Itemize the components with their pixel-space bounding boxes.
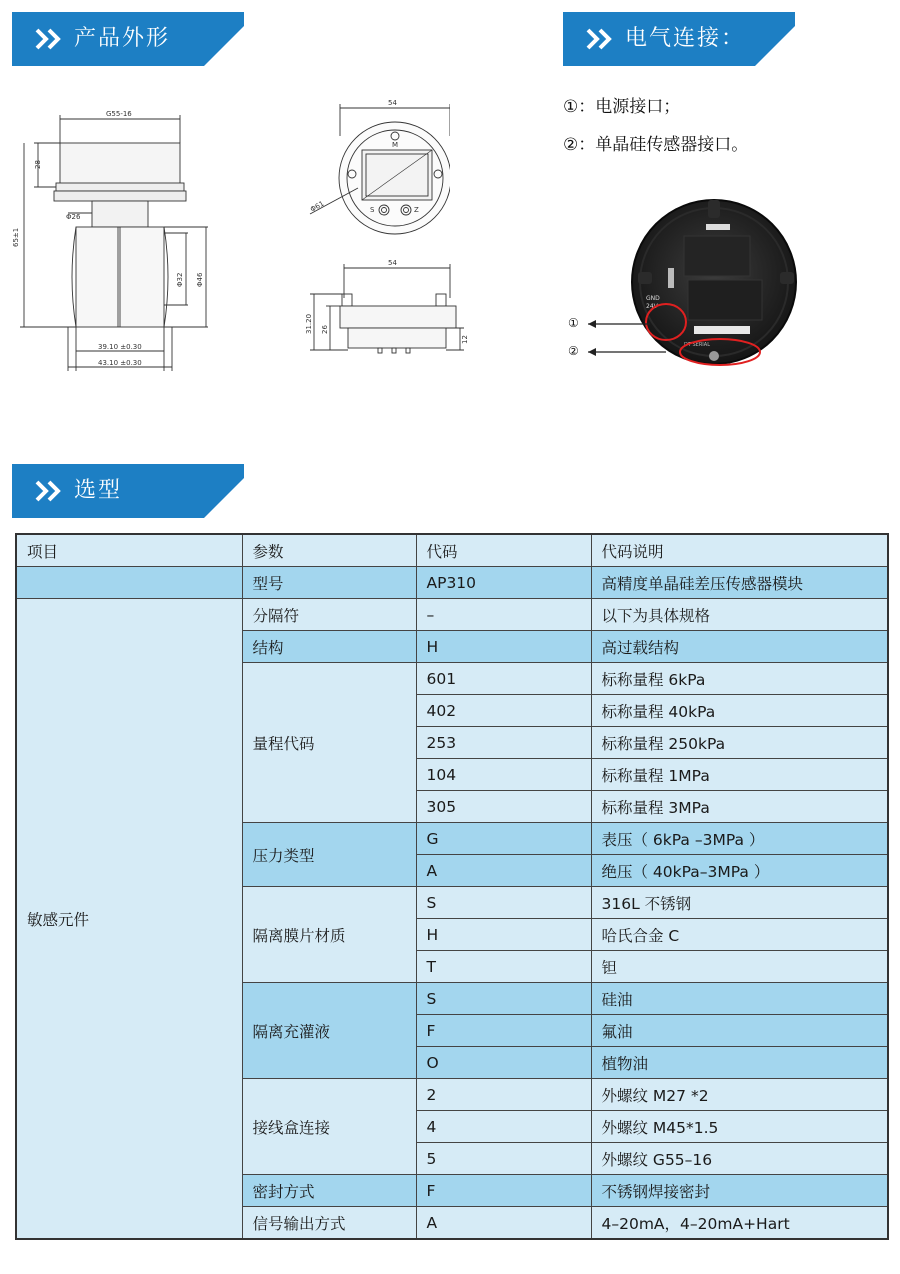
row-desc: 哈氏合金 C [591, 919, 888, 951]
double-chevron-icon [585, 27, 615, 51]
pin-mark-s: S [370, 206, 375, 214]
row-code: S [416, 983, 591, 1015]
row-param: 隔离膜片材质 [242, 887, 416, 983]
row-desc: 外螺纹 M45*1.5 [591, 1111, 888, 1143]
row-desc: 标称量程 250kPa [591, 727, 888, 759]
callout-sensor: ② [568, 344, 579, 358]
pin-mark-z: Z [414, 206, 419, 214]
section-title-selection: 选型 [74, 478, 123, 503]
row-desc: 硅油 [591, 983, 888, 1015]
section-title-electrical: 电气连接： [625, 26, 746, 51]
dim-side-26: 26 [321, 325, 329, 334]
row-desc: 316L 不锈钢 [591, 887, 888, 919]
dim-side-12: 12 [461, 335, 469, 344]
row-desc: 标称量程 3MPa [591, 791, 888, 823]
row-desc: 植物油 [591, 1047, 888, 1079]
drawing-top-view [300, 96, 450, 256]
section-title-shape: 产品外形 [74, 26, 171, 51]
row-code: S [416, 887, 591, 919]
row-code: T [416, 951, 591, 983]
model-param: 型号 [242, 567, 416, 599]
table-header-row [16, 534, 888, 567]
row-param: 隔离充灌液 [242, 983, 416, 1079]
row-code: G [416, 823, 591, 855]
row-desc: 表压（ 6kPa –3MPa ） [591, 823, 888, 855]
row-code: H [416, 631, 591, 663]
double-chevron-icon [34, 27, 64, 51]
row-desc: 不锈钢焊接密封 [591, 1175, 888, 1207]
row-code: 601 [416, 663, 591, 695]
row-code: A [416, 1207, 591, 1240]
row-code: O [416, 1047, 591, 1079]
row-code: 402 [416, 695, 591, 727]
row-param: 量程代码 [242, 663, 416, 823]
dim-side-width: 54 [388, 259, 397, 267]
row-code: H [416, 919, 591, 951]
row-code: 104 [416, 759, 591, 791]
dim-side-31: 31.20 [305, 313, 313, 334]
dim-height: 65±1 [12, 227, 20, 247]
row-desc: 钽 [591, 951, 888, 983]
row-desc: 外螺纹 G55–16 [591, 1143, 888, 1175]
row-desc: 高过载结构 [591, 631, 888, 663]
row-param: 信号输出方式 [242, 1207, 416, 1240]
row-code: 2 [416, 1079, 591, 1111]
dim-28: 28 [34, 160, 42, 169]
dim-dia-61: Φ61 [309, 199, 326, 214]
row-desc: 外螺纹 M27 *2 [591, 1079, 888, 1111]
electrical-item-power: ①：电源接口； [563, 97, 681, 117]
row-code: 305 [416, 791, 591, 823]
row-desc: 绝压（ 40kPa–3MPa ） [591, 855, 888, 887]
table-row [16, 599, 888, 631]
header-desc: 代码说明 [591, 534, 888, 567]
row-desc: 以下为具体规格 [591, 599, 888, 631]
board-label-gnd: GND [646, 295, 660, 302]
row-param: 接线盒连接 [242, 1079, 416, 1175]
row-desc: 氟油 [591, 1015, 888, 1047]
header-param: 参数 [242, 534, 416, 567]
pin-mark-m: M [392, 141, 399, 149]
row-code: 253 [416, 727, 591, 759]
model-item-cell [16, 567, 242, 599]
header-item: 项目 [16, 534, 242, 567]
selection-table [15, 533, 889, 1240]
dim-top-width: 54 [388, 99, 397, 107]
row-param: 密封方式 [242, 1175, 416, 1207]
header-code: 代码 [416, 534, 591, 567]
section-banner-selection [12, 464, 244, 518]
row-desc: 标称量程 1MPa [591, 759, 888, 791]
row-param: 压力类型 [242, 823, 416, 887]
item-sensing-element: 敏感元件 [16, 599, 242, 1240]
row-code: F [416, 1015, 591, 1047]
dim-43: 43.10 ±0.30 [98, 359, 142, 367]
row-code: 4 [416, 1111, 591, 1143]
board-label-serial: DT SERIAL [684, 342, 710, 348]
dim-dia-26: Φ26 [66, 213, 81, 221]
row-code: A [416, 855, 591, 887]
row-code: – [416, 599, 591, 631]
dim-39: 39.10 ±0.30 [98, 343, 142, 351]
row-param: 结构 [242, 631, 416, 663]
model-code: AP310 [416, 567, 591, 599]
model-desc: 高精度单晶硅差压传感器模块 [591, 567, 888, 599]
drawing-side-view [300, 258, 475, 363]
dim-thread: G55-16 [106, 110, 132, 118]
table-row-model [16, 567, 888, 599]
row-code: 5 [416, 1143, 591, 1175]
dim-dia-32: Φ32 [176, 272, 184, 287]
row-desc: 标称量程 6kPa [591, 663, 888, 695]
row-desc: 标称量程 40kPa [591, 695, 888, 727]
row-param: 分隔符 [242, 599, 416, 631]
callout-power: ① [568, 316, 579, 330]
row-code: F [416, 1175, 591, 1207]
row-desc: 4–20mA，4–20mA+Hart [591, 1207, 888, 1240]
section-banner-electrical [563, 12, 795, 66]
dim-dia-46: Φ46 [196, 272, 204, 287]
double-chevron-icon [34, 479, 64, 503]
drawing-front-view [10, 105, 220, 380]
board-label-24v: 24V [646, 303, 658, 310]
electrical-item-sensor: ②：单晶硅传感器接口。 [563, 135, 749, 155]
callout-arrows [566, 316, 666, 360]
section-banner-shape [12, 12, 244, 66]
